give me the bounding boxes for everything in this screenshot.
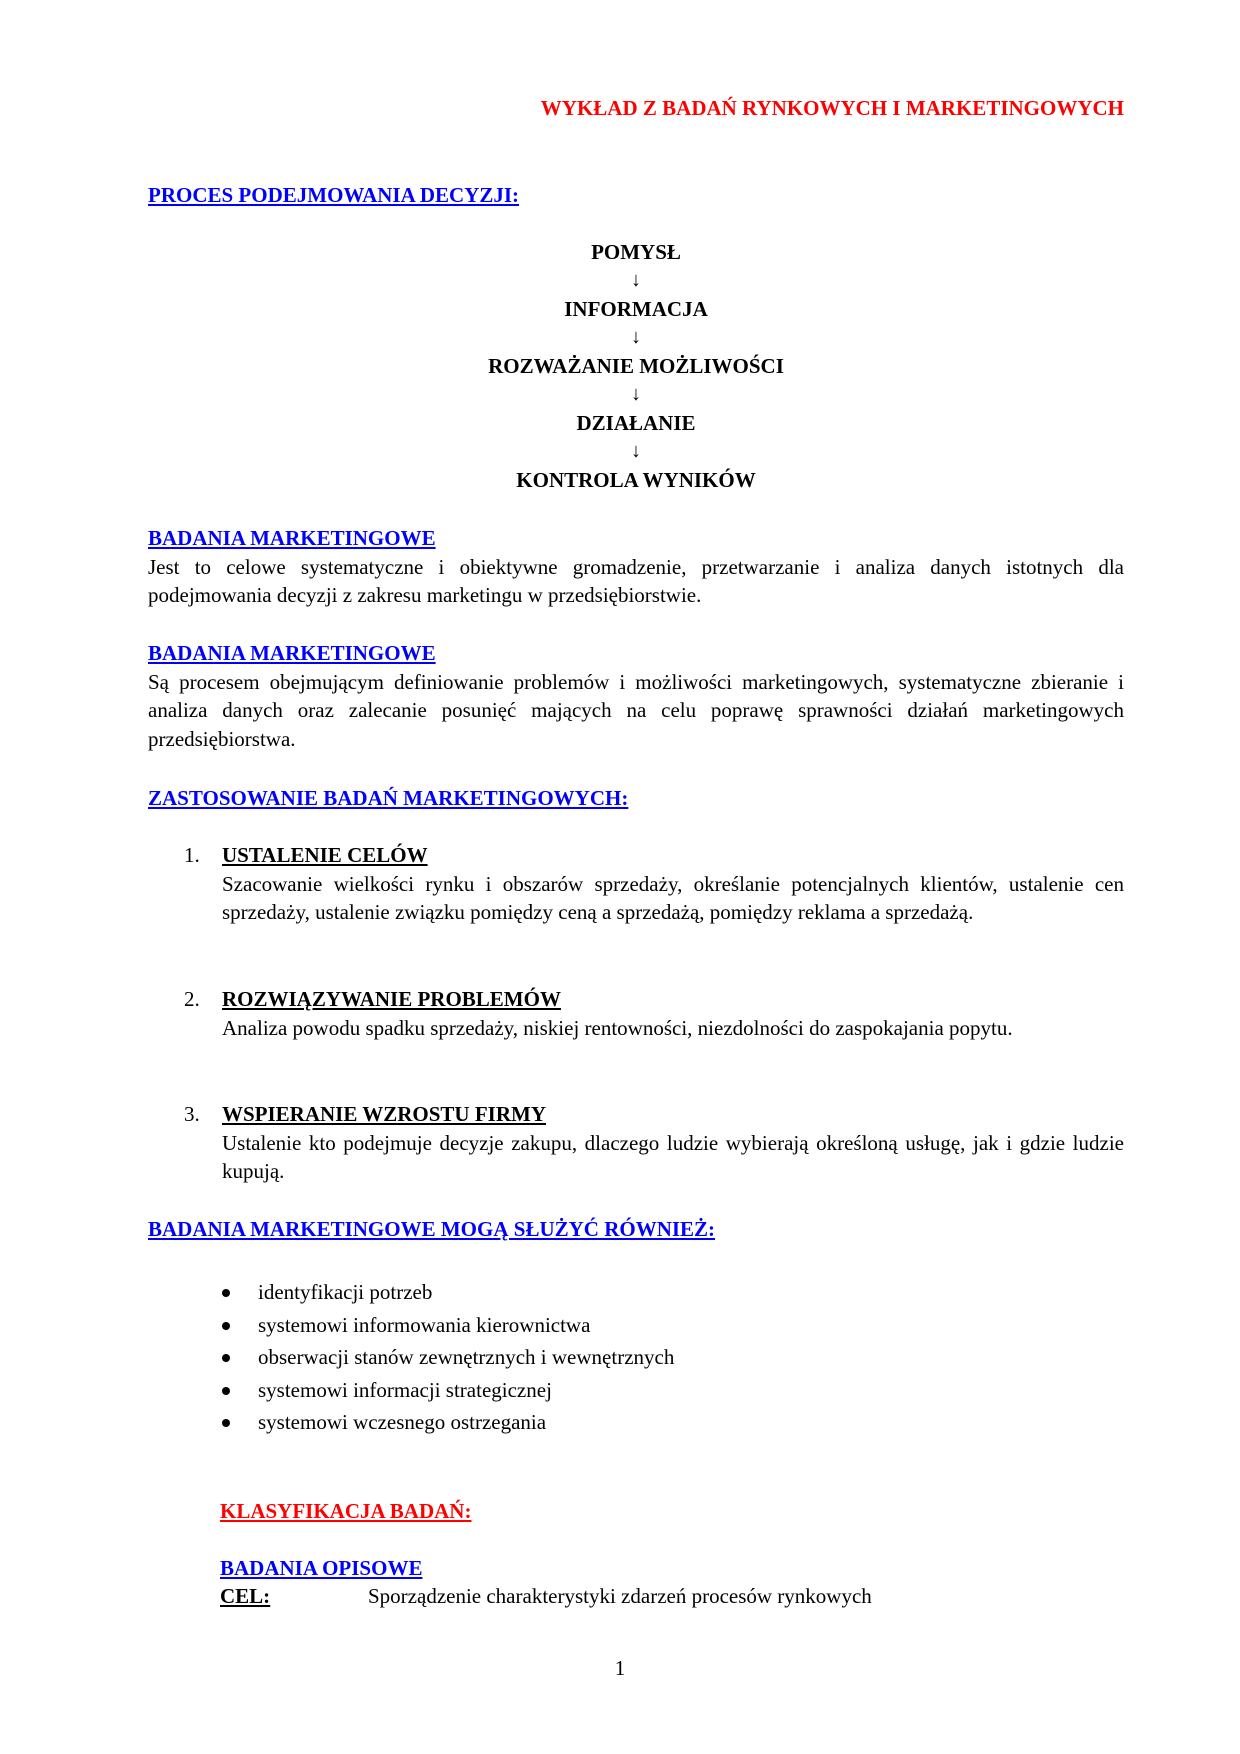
bullet-icon <box>222 1387 230 1395</box>
flow-step: ROZWAŻANIE MOŻLIWOŚCI <box>488 354 784 378</box>
bullet-icon <box>222 1419 230 1427</box>
also-serve-heading: BADANIA MARKETINGOWE MOGĄ SŁUŻYĆ RÓWNIEŻ: <box>148 1217 716 1241</box>
list-item <box>220 1309 674 1342</box>
list-item <box>220 1276 674 1309</box>
list-item-text: obserwacji stanów zewnętrznych i wewnętrznych <box>258 1345 675 1370</box>
list-item-text: identyfikacji potrzeb <box>258 1280 433 1304</box>
bullet-icon <box>222 1322 230 1330</box>
down-arrow-icon: ↓ <box>631 326 641 348</box>
bullet-icon <box>222 1354 230 1362</box>
document-title: WYKŁAD Z BADAŃ RYNKOWYCH I MARKETINGOWYCH <box>540 96 1124 120</box>
item-text: Szacowanie wielkości rynku i obszarów sprzedaży, określanie potencjalnych klientów, ustalenie cen sprzedaży, ustalenie związku pomiędzy ceną a sprzedażą, pomiędzy reklama a sprzedażą. <box>222 871 1124 925</box>
list-item-text: systemowi informacji strategicznej <box>258 1377 552 1402</box>
definition-heading: BADANIA MARKETINGOWE <box>148 526 436 550</box>
item-text: Ustalenie kto podejmuje decyzje zakupu, dlaczego ludzie wybierają określoną usługę, jak i gdzie ludzie kupują. <box>222 1130 1124 1184</box>
goal-label: CEL: <box>220 1584 271 1608</box>
item-number: 2. <box>184 987 200 1011</box>
flow-step: POMYSŁ <box>591 240 681 264</box>
flow-step: DZIAŁANIE <box>576 411 696 435</box>
definition-1 <box>148 524 1124 610</box>
application-item <box>184 1100 1124 1186</box>
item-label: WSPIERANIE WZROSTU FIRMY <box>222 1102 546 1126</box>
flow-step: INFORMACJA <box>564 297 708 321</box>
item-label: USTALENIE CELÓW <box>222 843 428 867</box>
application-item <box>184 841 1124 927</box>
definition-heading: BADANIA MARKETINGOWE <box>148 641 436 665</box>
flow-step: KONTROLA WYNIKÓW <box>516 468 756 492</box>
classification-heading: KLASYFIKACJA BADAŃ: <box>220 1499 472 1523</box>
list-item <box>220 1406 674 1439</box>
list-item <box>220 1341 674 1374</box>
list-item-text: systemowi wczesnego ostrzegania <box>258 1410 547 1435</box>
decision-process-heading: PROCES PODEJMOWANIA DECYZJI: <box>148 183 520 207</box>
down-arrow-icon: ↓ <box>631 383 641 405</box>
item-number: 3. <box>184 1102 200 1126</box>
definition-2 <box>148 639 1124 753</box>
list-item-text: systemowi informowania kierownictwa <box>258 1312 591 1337</box>
page-number: 1 <box>614 1656 626 1680</box>
down-arrow-icon: ↓ <box>631 269 641 291</box>
goal-text: Sporządzenie charakterystyki zdarzeń procesów rynkowych <box>368 1584 872 1608</box>
applications-heading: ZASTOSOWANIE BADAŃ MARKETINGOWYCH: <box>148 786 629 810</box>
definition-text: Jest to celowe systematyczne i obiektywne gromadzenie, przetwarzanie i analiza danych istotnych dla podejmowania decyzji z zakresu marketingu w przedsiębiorstwie. <box>148 554 1124 608</box>
definition-text: Są procesem obejmującym definiowanie problemów i możliwości marketingowych, systematyczne zbieranie i analiza danych oraz zalecanie posunięć mających na celu poprawę sprawności działań marketingowych przedsiębiorstwa. <box>148 669 1124 751</box>
item-label: ROZWIĄZYWANIE PROBLEMÓW <box>222 987 561 1011</box>
application-item <box>184 985 1124 1042</box>
item-text: Analiza powodu spadku sprzedaży, niskiej rentowności, niezdolności do zaspokajania popytu. <box>222 1015 1013 1040</box>
decision-process-flow <box>148 238 1124 494</box>
bullet-icon <box>222 1289 230 1297</box>
item-number: 1. <box>184 843 200 867</box>
also-serve-list <box>220 1276 674 1439</box>
list-item <box>220 1374 674 1407</box>
classification-subheading: BADANIA OPISOWE <box>220 1556 423 1580</box>
down-arrow-icon: ↓ <box>631 440 641 462</box>
